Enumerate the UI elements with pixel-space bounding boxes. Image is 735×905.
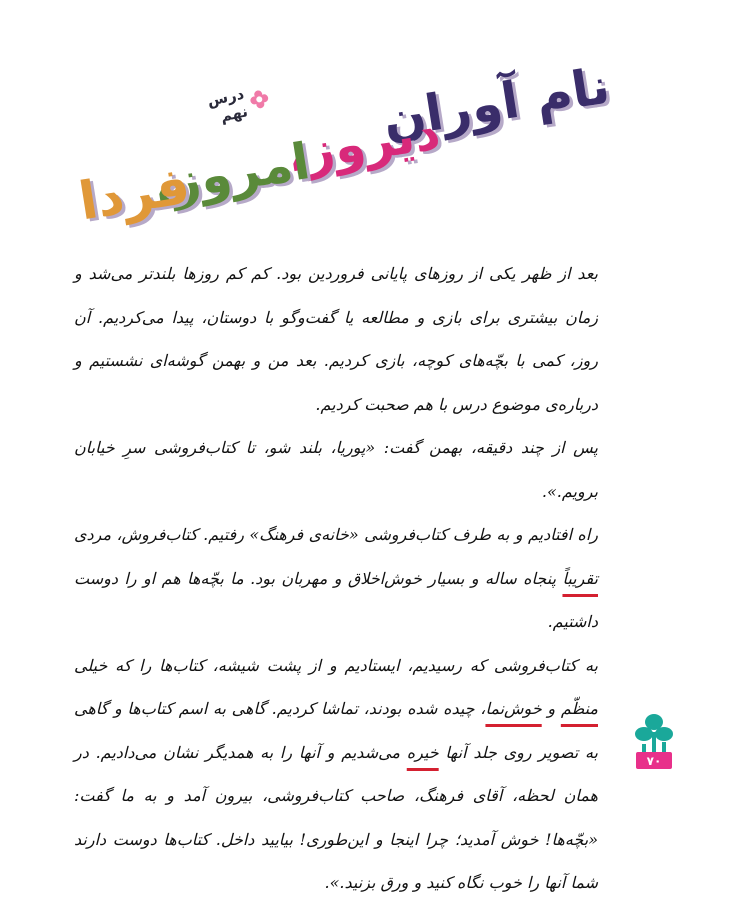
paragraph-2 xyxy=(74,426,598,513)
paragraph-text: پس از چند دقیقه، بهمن گفت: «پوریا، بلند شو، تا کتاب‌فروشی سرِ خیابان برویم.». xyxy=(74,438,598,501)
underlined-word-taghriban: تقریباً xyxy=(562,568,598,588)
paragraph-text: ، چیده شده بودند، تماشا کردیم. گاهی به اسم کتاب‌ها و گاهی به تصویر روی جلد آنها xyxy=(74,699,599,762)
page-title xyxy=(70,56,614,233)
lesson-number: درس نهم xyxy=(205,84,250,126)
title-word-1: نام آوران xyxy=(378,56,614,150)
paragraph-text: به کتاب‌فروشی که رسیدیم، ایستادیم و از پشت شیشه، کتاب‌ها را که خیلی xyxy=(74,655,598,675)
paragraph-text: راه افتادیم و به طرف کتاب‌فروشی «خانه‌ی فرهنگ» رفتیم. کتاب‌فروش، مردی xyxy=(74,525,598,545)
paragraph-text: می‌شدیم و آنها را به همدیگر نشان می‌دادیم. در همان لحظه، آقای فرهنگ، صاحب کتاب‌فروشی، بیرون آمد و به ما گفت: «بچّه‌ها! خوش آمدید؛ چرا اینجا و این‌طوری! بیایید داخل. کتاب‌ها دوست دارند شما آنها را خوب نگاه کنید و ورق بزنید.». xyxy=(74,742,599,893)
paragraph-4 xyxy=(74,644,598,905)
underlined-word-khireh: خیره xyxy=(406,742,439,762)
paragraph-text: و xyxy=(541,699,561,719)
underlined-word-monazzam: منظّم xyxy=(560,699,598,719)
title-word-4: فردا xyxy=(75,155,195,233)
paragraph-text: بعد از ظهر یکی از روزهای پایانی فروردین بود. کم کم روزها بلندتر می‌شد و زمان بیشتری برای بازی و مطالعه یا گفت‌وگو با دوستان، پیدا می‌کردیم. آن روز، کمی با بچّه‌های کوچه، بازی کردیم. بعد من و بهمن گوشه‌ای نشستیم و درباره‌ی موضوع درس با هم صحبت کردیم. xyxy=(74,264,598,414)
paragraph-3 xyxy=(74,513,598,644)
lesson-body xyxy=(74,252,598,905)
title-word-3: امروز، xyxy=(148,131,314,215)
underlined-word-khoshnama: خوش‌نما xyxy=(485,699,542,719)
title-word-2: دیروز، xyxy=(282,102,444,184)
paragraph-1 xyxy=(74,252,598,426)
page-number: ۷۰ xyxy=(636,752,672,769)
paragraph-text: پنجاه ساله و بسیار خوش‌اخلاق و مهربان بود. ما بچّه‌ها هم او را دوست داشتیم. xyxy=(74,568,598,632)
